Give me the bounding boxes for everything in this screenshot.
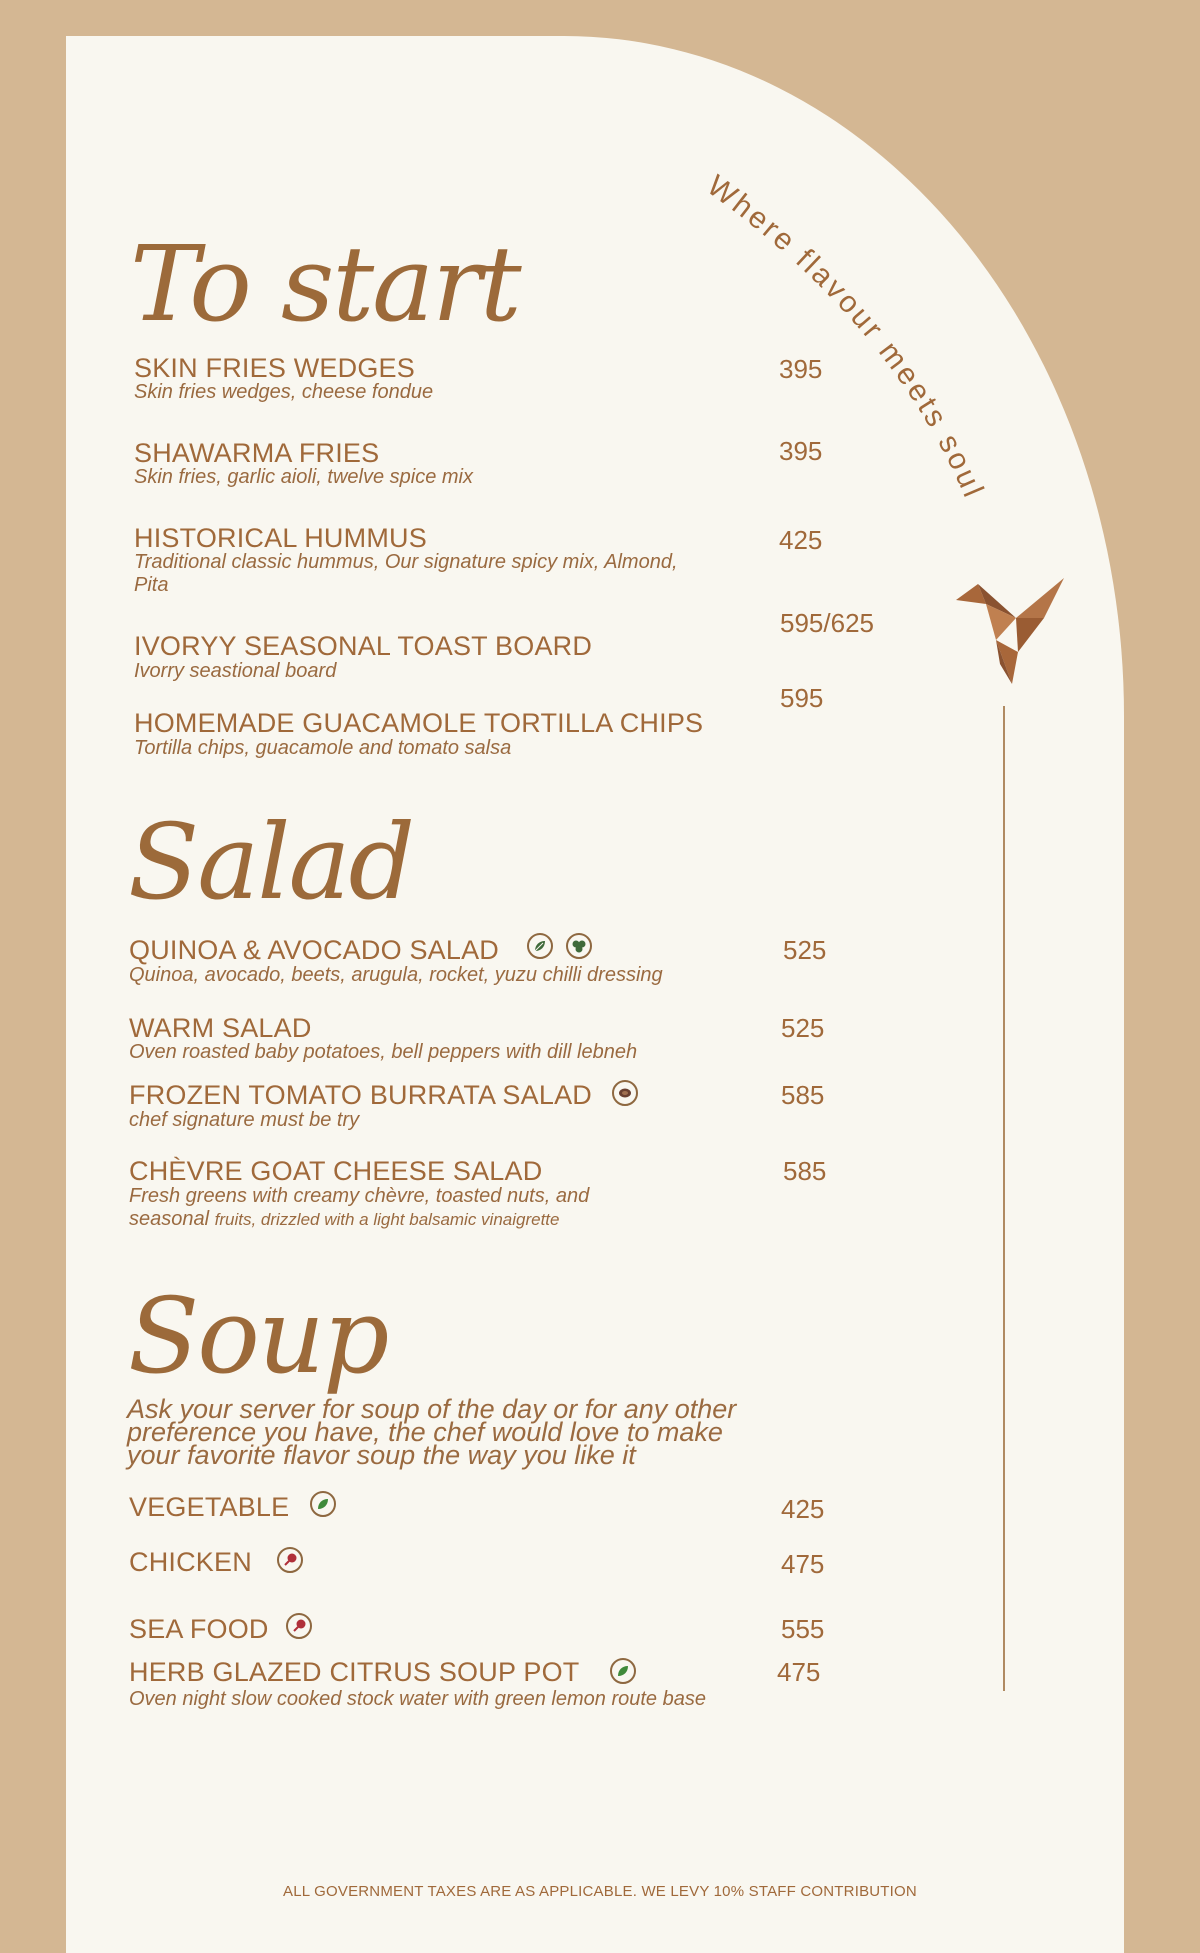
section-title-salad: Salad <box>128 801 414 923</box>
item-desc: Quinoa, avocado, beets, arugula, rocket, yuzu chilli dressing <box>129 964 663 986</box>
item-price: 555 <box>781 1614 825 1644</box>
item-price: 585 <box>783 1156 827 1186</box>
nut-icon <box>612 1080 638 1106</box>
item-price: 475 <box>777 1657 821 1687</box>
item-name: CHICKEN <box>129 1547 252 1577</box>
item-name: CHÈVRE GOAT CHEESE SALAD <box>129 1156 543 1186</box>
chicken-leg-icon <box>286 1613 312 1639</box>
item-name: FROZEN TOMATO BURRATA SALAD <box>129 1080 592 1110</box>
item-name: SHAWARMA FRIES <box>134 438 380 468</box>
section-title-to-start: To start <box>130 223 520 345</box>
item-price: 395 <box>779 436 823 466</box>
section-title-soup: Soup <box>128 1275 388 1397</box>
item-desc: chef signature must be try <box>129 1109 360 1131</box>
item-price: 475 <box>781 1549 825 1579</box>
item-name: HERB GLAZED CITRUS SOUP POT <box>129 1657 580 1687</box>
item-name: SKIN FRIES WEDGES <box>134 353 415 383</box>
item-desc: Ivorry seastional board <box>134 660 337 682</box>
item-desc: Skin fries wedges, cheese fondue <box>134 381 434 403</box>
item-name: QUINOA & AVOCADO SALAD <box>129 935 500 965</box>
origami-bird-logo <box>956 578 1064 684</box>
item-price: 425 <box>781 1494 825 1524</box>
item-price: 525 <box>781 1013 825 1043</box>
item-name: WARM SALAD <box>129 1013 312 1043</box>
veg-leaf-icon <box>310 1491 336 1517</box>
chicken-leg-icon <box>277 1547 303 1573</box>
item-desc: Traditional classic hummus, Our signature spicy mix, Almond, Pita <box>134 551 678 596</box>
item-desc: Oven night slow cooked stock water with green lemon route base <box>129 1688 706 1710</box>
veg-leaf-icon <box>610 1658 636 1684</box>
item-desc-line1: Fresh greens with creamy chèvre, toasted nuts, and <box>129 1185 590 1207</box>
item-price: 525 <box>783 935 827 965</box>
divider-line <box>1003 706 1005 1691</box>
item-price: 595 <box>780 683 824 713</box>
item-price: 585 <box>781 1080 825 1110</box>
item-name: IVORYY SEASONAL TOAST BOARD <box>134 631 593 661</box>
tagline-text: Where flavour meets soul <box>701 169 991 505</box>
item-desc-small: fruits, drizzled with a light balsamic vinaigrette <box>214 1210 560 1229</box>
herb-icon <box>566 933 592 959</box>
item-desc-seasonal: seasonal <box>129 1208 210 1230</box>
footer-note: ALL GOVERNMENT TAXES ARE AS APPLICABLE. WE LEVY 10% STAFF CONTRIBUTION <box>283 1883 917 1900</box>
item-price: 425 <box>779 525 823 555</box>
item-price: 595/625 <box>780 608 874 638</box>
item-name: HISTORICAL HUMMUS <box>134 523 427 553</box>
item-name: SEA FOOD <box>129 1614 269 1644</box>
item-name: HOMEMADE GUACAMOLE TORTILLA CHIPS <box>134 708 704 738</box>
item-desc <box>129 1185 729 1231</box>
item-name: VEGETABLE <box>129 1492 290 1522</box>
item-desc: Oven roasted baby potatoes, bell peppers with dill lebneh <box>129 1041 638 1063</box>
soup-intro-text: Ask your server for soup of the day or for any other preference you have, the chef would love to make your favorite flavor soup the way you like it <box>127 1394 737 1470</box>
leaf-icon <box>527 933 553 959</box>
item-desc: Skin fries, garlic aioli, twelve spice mix <box>134 466 473 488</box>
item-desc: Tortilla chips, guacamole and tomato salsa <box>134 737 512 759</box>
item-price: 395 <box>779 354 823 384</box>
